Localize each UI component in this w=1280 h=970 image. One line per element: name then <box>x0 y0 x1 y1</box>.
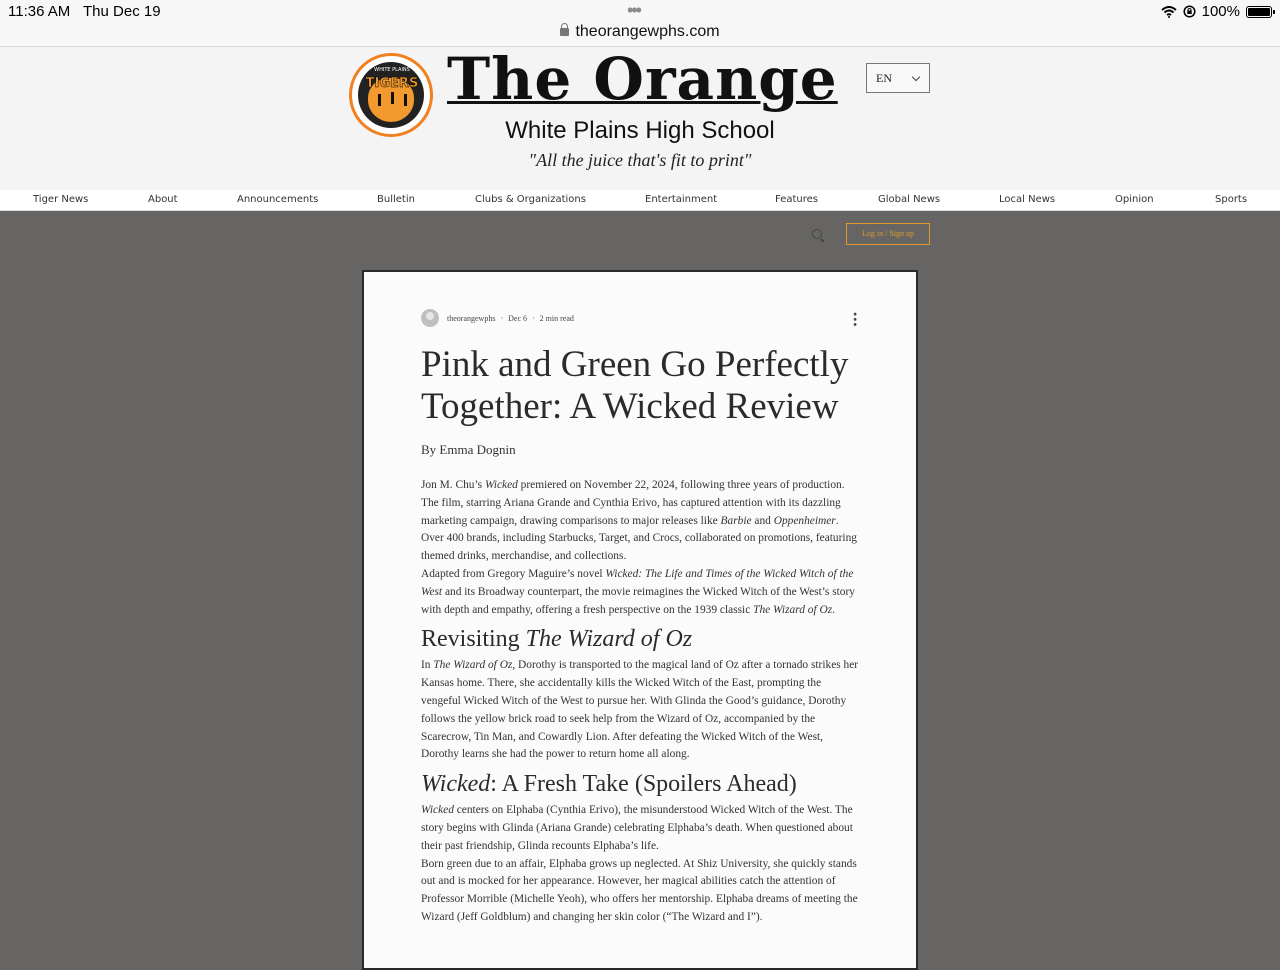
logo-word: TIGERS <box>365 76 419 91</box>
nav-bulletin[interactable]: Bulletin <box>377 194 415 205</box>
logo-caption: WHITE PLAINS <box>374 67 410 73</box>
nav-announcements[interactable]: Announcements <box>237 194 319 205</box>
article-card <box>362 270 918 970</box>
search-icon[interactable] <box>812 229 822 239</box>
site-title[interactable]: The Orange <box>447 45 838 113</box>
date: Thu Dec 19 <box>83 3 161 20</box>
byline: By Emma Dognin <box>421 442 516 457</box>
battery-icon <box>1246 6 1272 18</box>
article-title: Pink and Green Go Perfectly Together: A Wicked Review <box>421 344 849 427</box>
nav-entertainment[interactable]: Entertainment <box>645 194 718 205</box>
login-button[interactable]: Log in / Sign up <box>846 223 930 245</box>
tagline: "All the juice that's fit to print" <box>528 150 752 170</box>
section-heading: Revisiting The Wizard of Oz <box>421 626 693 653</box>
status-icons <box>1161 3 1272 20</box>
paragraph: Adapted from Gregory Maguire’s novel Wicked: The Life and Times of the Wicked Witch of the West and its Broadway counterpart, the movie reimagines the Wicked Witch of the West’s story with depth and empathy, offering a fresh perspective on the 1939 classic The Wizard of Oz. <box>421 567 855 616</box>
nav-about[interactable]: About <box>148 194 178 205</box>
paragraph: In The Wizard of Oz, Dorothy is transported to the magical land of Oz after a tornado strikes her Kansas home. There, she accidentally kills the Wicked Witch of the East, prompting the vengeful Wicked Witch of the West to pursue her. With Glinda the Good’s guidance, Dorothy follows the yellow brick road to seek help from the Wizard of Oz, accompanied by the Scarecrow, Tin Man, and Cowardly Lion. After defeating the Wicked Witch of the West, Dorothy learns she had the power to return home all along. <box>421 659 859 761</box>
battery-percent: 100% <box>1201 3 1240 20</box>
chevron-down-icon <box>912 73 920 81</box>
wifi-icon <box>1161 6 1177 18</box>
nav-clubs-organizations[interactable]: Clubs & Organizations <box>475 194 586 205</box>
paragraph: Born green due to an affair, Elphaba grows up neglected. At Shiz University, she quickly stands out and is mocked for her appearance. However, her magical abilities catch the attention of Professor Morrible (Michelle Yeoh), who offers her mentorship. Elphaba dreams of meeting the Wizard (Jeff Goldblum) and changing her skin color (“The Wizard and I”). <box>421 857 858 923</box>
nav-tiger-news[interactable]: Tiger News <box>33 194 89 205</box>
main-nav <box>0 190 1280 211</box>
status-bar <box>0 0 1280 47</box>
avatar[interactable] <box>421 309 439 327</box>
nav-opinion[interactable]: Opinion <box>1115 194 1154 205</box>
school-name: White Plains High School <box>505 117 775 144</box>
paragraph: Jon M. Chu’s Wicked premiered on November 22, 2024, following three years of production. The film, starring Ariana Grande and Cynthia Erivo, has captured attention with its dazzling marketing campaign, drawing comparisons to major releases like Barbie and Oppenheimer. Over 400 brands, including Starbucks, Target, and Crocs, collaborated on promotions, featuring themed drinks, merchandise, and collections. <box>421 479 857 563</box>
lock-icon <box>560 28 569 36</box>
nav-sports[interactable]: Sports <box>1215 194 1248 205</box>
paragraph: Wicked centers on Elphaba (Cynthia Erivo), the misunderstood Wicked Witch of the West. The story begins with Glinda (Ariana Grande) celebrating Elphaba’s death. When questioned about their past friendship, Glinda recounts Elphaba’s life. <box>421 804 853 852</box>
clock: 11:36 AM <box>8 3 71 20</box>
address-bar[interactable] <box>0 23 1280 41</box>
masthead <box>0 47 1280 190</box>
section-heading: Wicked: A Fresh Take (Spoilers Ahead) <box>421 771 797 798</box>
nav-features[interactable]: Features <box>775 194 818 205</box>
read-time: 2 min read <box>539 313 574 323</box>
language-value: EN <box>876 71 892 85</box>
author-name[interactable]: theorangewphs <box>447 313 496 323</box>
language-selector[interactable] <box>866 63 930 93</box>
url-text: theorangewphs.com <box>575 23 720 40</box>
multitasking-dots-icon[interactable]: ••• <box>627 0 640 20</box>
more-options-icon[interactable]: ••• <box>848 312 862 328</box>
nav-local-news[interactable]: Local News <box>999 194 1056 205</box>
orientation-lock-icon <box>1183 5 1196 18</box>
post-meta: theorangewphs · Dec 6 · 2 min read <box>421 308 574 328</box>
article-body <box>421 477 863 927</box>
nav-global-news[interactable]: Global News <box>878 194 941 205</box>
post-date: Dec 6 <box>508 313 527 323</box>
